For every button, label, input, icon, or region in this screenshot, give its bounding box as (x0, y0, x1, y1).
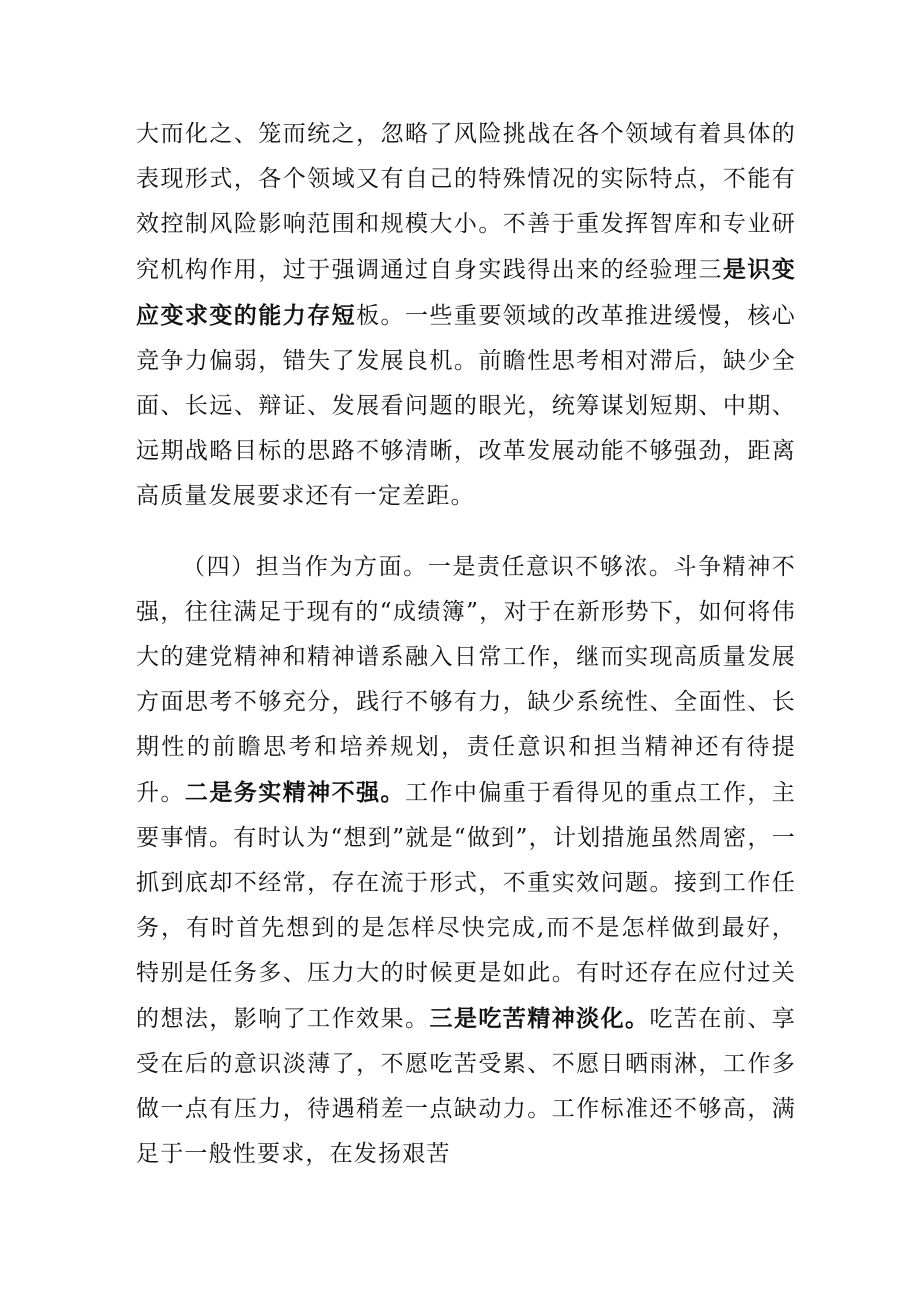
paragraph-text: 工作中偏重于看得见的重点工作，主要事情。有时认为“想到”就是“做到”，计划措施虽然周密，一抓到底却不经常，存在流于形式，不重实效问题。接到工作任务，有时首先想到的是怎样尽快完成,而不是怎样做到最好，特别是任务多、压力大的时候更是如此。有时还存在应付过关的想法，影响了工作效果。 (136, 780, 796, 1032)
paragraph-text: 大而化之、笼而统之，忽略了风险挑战在各个领域有着具体的表现形式，各个领域又有自己的特殊情况的实际特点，不能有效控制风险影响范围和规模大小。不善于重发挥智库和专业研究机构作用，过于强调通过自身实践得出来的经验理三 (136, 121, 796, 283)
bold-heading-second-point: 二是务实精神不强。 (184, 779, 405, 806)
paragraph-section-four (136, 545, 796, 1177)
paragraph-text: （四）担当作为方面。一是责任意识不够浓。斗争精神不强，往往满足于现有的“成绩簿”，对于在新形势下，如何将伟大的建党精神和精神谱系融入日常工作，继而实现高质量发展方面思考不够充分，践行不够有力，缺少系统性、全面性、长期性的前瞻思考和培养规划，责任意识和担当精神还有待提升。 (136, 554, 796, 806)
bold-heading-third-point: 是识变应变求变的能力存短 (136, 256, 796, 329)
paragraph-text: 板。一些重要领域的改革推进缓慢，核心竞争力偏弱，错失了发展良机。前瞻性思考相对滞后，缺少全面、长远、辩证、发展看问题的眼光，统筹谋划短期、中期、远期战略目标的思路不够清晰，改革发展动能不够强劲，距离高质量发展要求还有一定差距。 (136, 303, 796, 509)
document-body (136, 112, 796, 1177)
bold-heading-third-point: 三是吃苦精神淡化。 (429, 1005, 650, 1032)
paragraph-continuation (136, 112, 796, 519)
paragraph-text: 吃苦在前、享受在后的意识淡薄了，不愿吃苦受累、不愿日晒雨淋，工作多做一点有压力，待遇稍差一点缺动力。工作标准还不够高，满足于一般性要求，在发扬艰苦 (136, 1006, 796, 1167)
